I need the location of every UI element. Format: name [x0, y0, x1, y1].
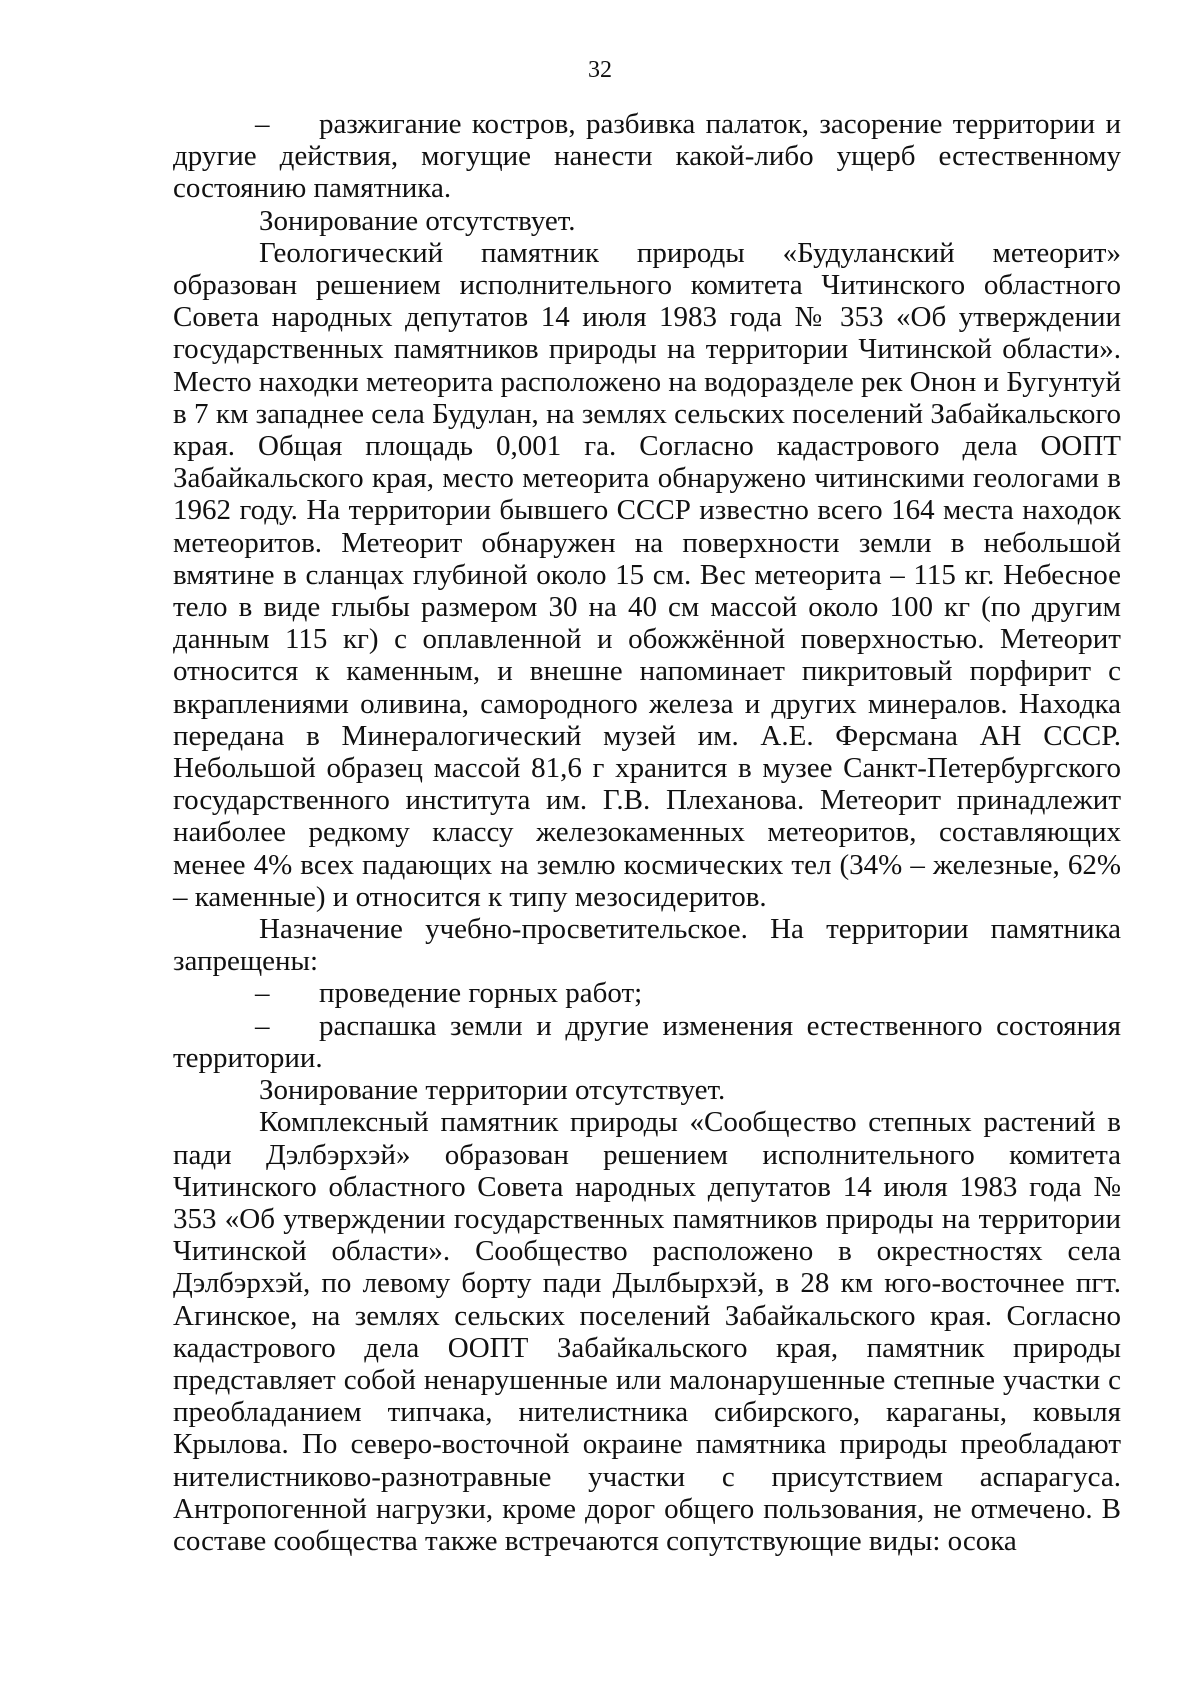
- list-dash: –: [255, 977, 270, 1010]
- list-item: [173, 1010, 1121, 1074]
- paragraph: Комплексный памятник природы «Сообщество степных растений в пади Дэлбэрхэй» образован решением исполнительного комитета Читинского областного Совета народных депутатов 14 июля 1983 года № 353 «Об утверждении государственных памятников природы на территории Читинской области». Сообщество расположено в окрестностях села Дэлбэрхэй, по левому борту пади Дылбырхэй, в 28 км юго-восточнее пгт. Агинское, на землях сельских поселений Забайкальского края. Согласно кадастрового дела ООПТ Забайкальского края, памятник природы представляет собой ненарушенные или малонарушенные степные участки с преобладанием типчака, нителистника сибирского, караганы, ковыля Крылова. По северо-восточной окраине памятника природы преобладают нителистниково-разнотравные участки с присутствием аспарагуса. Антропогенной нагрузки, кроме дорог общего пользования, не отмечено. В составе сообщества также встречаются сопутствующие виды: осока: [173, 1106, 1121, 1557]
- list-item-text: разжигание костров, разбивка палаток, засорение территории и другие действия, могущие нанести какой-либо ущерб естественному состоянию памятника.: [173, 108, 1121, 205]
- paragraph: Геологический памятник природы «Будуланский метеорит» образован решением исполнительного комитета Читинского областного Совета народных депутатов 14 июля 1983 года № 353 «Об утверждении государственных памятников природы на территории Читинской области». Место находки метеорита расположено на водоразделе рек Онон и Бугунтуй в 7 км западнее села Будулан, на землях сельских поселений Забайкальского края. Общая площадь 0,001 га. Согласно кадастрового дела ООПТ Забайкальского края, место метеорита обнаружено читинскими геологами в 1962 году. На территории бывшего СССР известно всего 164 места находок метеоритов. Метеорит обнаружен на поверхности земли в небольшой вмятине в сланцах глубиной около 15 см. Вес метеорита – 115 кг. Небесное тело в виде глыбы размером 30 на 40 см массой около 100 кг (по другим данным 115 кг) с оплавленной и обожжённой поверхностью. Метеорит относится к каменным, и внешне напоминает пикритовый порфирит с вкраплениями оливина, самородного железа и других минералов. Находка передана в Минералогический музей им. А.Е. Ферсмана АН СССР. Небольшой образец массой 81,6 г хранится в музее Санкт-Петербургского государственного института им. Г.В. Плеханова. Метеорит принадлежит наиболее редкому классу железокаменных метеоритов, составляющих менее 4% всех падающих на землю космических тел (34% – железные, 62% – каменные) и относится к типу мезосидеритов.: [173, 236, 1121, 913]
- paragraph: Зонирование отсутствует.: [259, 204, 576, 237]
- document-body: [173, 108, 1121, 1557]
- paragraph: Зонирование территории отсутствует.: [259, 1074, 726, 1107]
- paragraph: Назначение учебно-просветительское. На территории памятника запрещены:: [173, 913, 1121, 978]
- list-item: [173, 977, 1121, 1009]
- list-item: [173, 108, 1121, 205]
- list-item-text: распашка земли и другие изменения естественного состояния территории.: [173, 1009, 1121, 1074]
- list-dash: –: [255, 1009, 270, 1042]
- list-dash: –: [255, 108, 270, 140]
- list-item-text: проведение горных работ;: [319, 977, 643, 1010]
- page-number: 32: [588, 57, 612, 83]
